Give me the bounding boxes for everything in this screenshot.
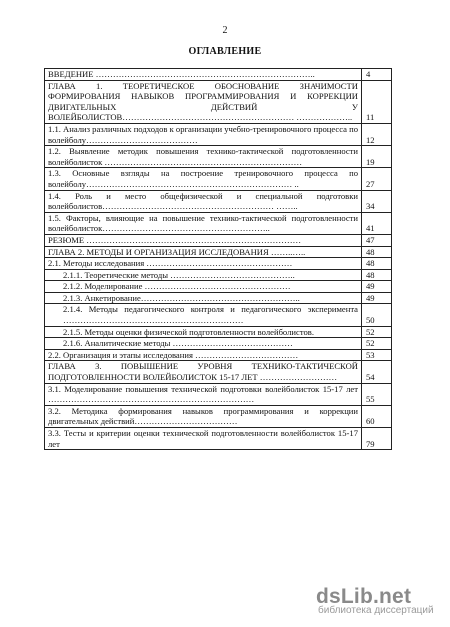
toc-row <box>45 146 392 168</box>
toc-entry-text: ГЛАВА 3. ПОВЫШЕНИЕ УРОВНЯ ТЕХНИКО-ТАКТИЧЕСКОЙ ПОДГОТОВЛЕННОСТИ ВОЛЕЙБОЛИСТОК 15-17 ЛЕТ ……………………… <box>45 361 362 383</box>
toc-entry-text: 2.1.1. Теоретические методы …………………………………….. <box>45 269 362 281</box>
toc-entry-text: 2.2. Организация и этапы исследования ……………………………… <box>45 349 362 361</box>
toc-entry-page: 4 <box>362 69 392 81</box>
toc-row <box>45 80 392 123</box>
toc-row <box>45 326 392 338</box>
toc-entry-page: 47 <box>362 234 392 246</box>
toc-entry-page: 19 <box>362 146 392 168</box>
toc-row <box>45 292 392 304</box>
toc-entry-text: РЕЗЮМЕ ………………………………………………………………… <box>45 234 362 246</box>
toc-entry-page: 11 <box>362 80 392 123</box>
toc-row <box>45 269 392 281</box>
toc-entry-text: 1.4. Роль и место общефизической и специальной подготовки волейболистов…………………………………………………… …….. <box>45 190 362 212</box>
toc-row <box>45 168 392 190</box>
toc-entry-text: 2.1.5. Методы оценки физической подготовленности волейболистов. <box>45 326 362 338</box>
toc-entry-text: 2.1.3. Анкетирование……………………………………………….. <box>45 292 362 304</box>
toc-entry-page: 54 <box>362 361 392 383</box>
toc-entry-page: 52 <box>362 326 392 338</box>
toc-entry-page: 12 <box>362 123 392 145</box>
toc-row <box>45 349 392 361</box>
toc-row <box>45 338 392 350</box>
toc-entry-text: 2.1.6. Аналитические методы …………………………………… <box>45 338 362 350</box>
toc-entry-page: 49 <box>362 281 392 293</box>
toc-entry-page: 50 <box>362 304 392 326</box>
toc-entry-page: 48 <box>362 246 392 258</box>
toc-entry-text: ГЛАВА 1. ТЕОРЕТИЧЕСКОЕ ОБОСНОВАНИЕ ЗНАЧИМОСТИ ФОРМИРОВАНИЯ НАВЫКОВ ПРОГРАММИРОВАНИЯ И КОРРЕКЦИИ ДВИГАТЕЛЬНЫХ ДЕЙСТВИЙ У ВОЛЕЙБОЛИСТОВ…………………………………………………… ……………….. <box>45 80 362 123</box>
toc-row <box>45 428 392 450</box>
toc-entry-page: 27 <box>362 168 392 190</box>
toc-entry-text: 2.1.2. Моделирование …………………………………………… <box>45 281 362 293</box>
toc-row <box>45 190 392 212</box>
toc-entry-page: 60 <box>362 405 392 427</box>
toc-entry-text: ГЛАВА 2. МЕТОДЫ И ОРГАНИЗАЦИЯ ИССЛЕДОВАНИЯ ……..….. <box>45 246 362 258</box>
toc-row <box>45 246 392 258</box>
toc-table <box>44 68 392 450</box>
toc-entry-text: 3.3. Тесты и критерии оценки технической подготовленности волейболисток 15-17 лет <box>45 428 362 450</box>
toc-entry-text: 1.3. Основные взгляды на построение тренировочного процесса по волейболу……………………………………………………………… .. <box>45 168 362 190</box>
toc-entry-text: 2.1. Методы исследования …………………………………………… <box>45 258 362 270</box>
toc-row <box>45 281 392 293</box>
toc-entry-page: 79 <box>362 428 392 450</box>
toc-row <box>45 304 392 326</box>
toc-entry-text: 3.1. Моделирование повышения технической подготовки волейболисток 15-17 лет ……………………………………………………………… <box>45 383 362 405</box>
toc-entry-text: 1.2. Выявление методик повышения технико-тактической подготовленности волейболисток …………………………………………………………… <box>45 146 362 168</box>
toc-entry-text: 3.2. Методика формирования навыков программирования и коррекции двигательных действий……………………………… <box>45 405 362 427</box>
watermark-brand: dsLib.net <box>316 585 412 608</box>
toc-entry-text: 1.5. Факторы, влияющие на повышение технико-тактической подготовленности волейболисток………………………………………………….. <box>45 212 362 234</box>
dslib-watermark <box>316 585 434 616</box>
toc-heading: ОГЛАВЛЕНИЕ <box>188 46 262 57</box>
toc-entry-page: 53 <box>362 349 392 361</box>
toc-entry-text: 1.1. Анализ различных подходов к организации учебно-тренировочного процесса по волейболу………………………………… <box>45 123 362 145</box>
toc-row <box>45 69 392 81</box>
toc-entry-page: 41 <box>362 212 392 234</box>
toc-entry-page: 49 <box>362 292 392 304</box>
toc-entry-page: 34 <box>362 190 392 212</box>
toc-row <box>45 383 392 405</box>
toc-entry-text: ВВЕДЕНИЕ ………………………………………………………………….. <box>45 69 362 81</box>
toc-entry-page: 55 <box>362 383 392 405</box>
toc-row <box>45 405 392 427</box>
toc-row <box>45 123 392 145</box>
toc-entry-page: 48 <box>362 258 392 270</box>
toc-row <box>45 258 392 270</box>
watermark-subtitle: библиотека диссертаций <box>318 605 434 616</box>
page-number: 2 <box>222 25 228 36</box>
toc-entry-page: 52 <box>362 338 392 350</box>
toc-entry-text: 2.1.4. Методы педагогического контроля и педагогического эксперимента ……………………………………………………… <box>45 304 362 326</box>
toc-row <box>45 361 392 383</box>
toc-row <box>45 212 392 234</box>
toc-row <box>45 234 392 246</box>
toc-entry-page: 48 <box>362 269 392 281</box>
